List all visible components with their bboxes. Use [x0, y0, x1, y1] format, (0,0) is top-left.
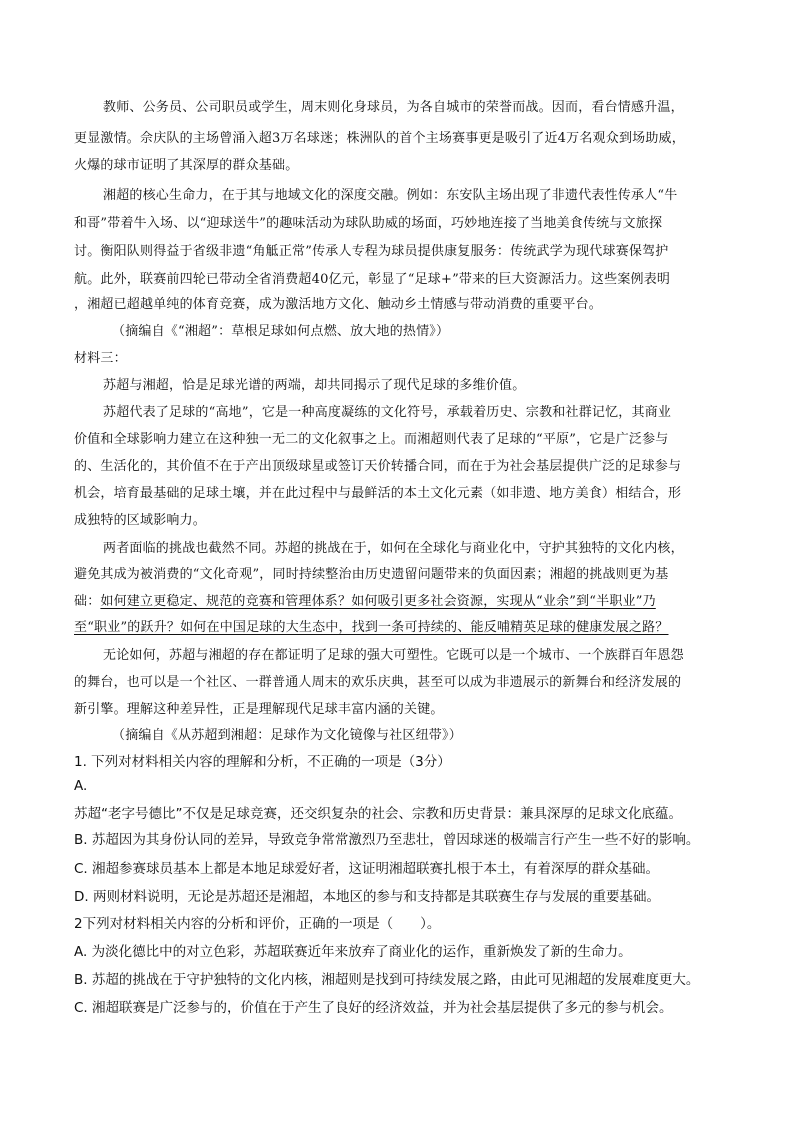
m3-p3-line3-lead: 础：: [74, 594, 101, 609]
q1-option-d: D. 两则材料说明，无论是苏超还是湘超，本地区的参与和支持都是其联赛生存与发展的重要基础。: [74, 889, 660, 905]
q2-option-c: C. 湘超联赛是广泛参与的，价值在于产生了良好的经济效益，并为社会基层提供了多元的参与机会。: [74, 1000, 673, 1016]
m3-p2-line5: 成独特的区域影响力。: [74, 513, 207, 528]
m2-source: （摘编自《“湘超”：草根足球如何点燃、放大地的热情》）: [112, 324, 450, 339]
m2-p1-line1: 教师、公务员、公司职员或学生，周末则化身球员，为各自城市的荣誉而战。因而，看台情感升温，: [103, 100, 684, 115]
q1-stem: 1. 下列对材料相关内容的理解和分析，不正确的一项是（3分）: [74, 754, 451, 770]
m3-p3-underlined-2: 至“职业”的跃升？如何在中国足球的大生态中，找到一条可持续的、能反哺精英足球的健康发展之路？: [74, 620, 669, 635]
m3-p3-line1: 两者面临的挑战也截然不同。苏超的挑战在于，如何在全球化与商业化中，守护其独特的文化内核，: [103, 541, 684, 556]
q1-option-b: B. 苏超因为其身份认同的差异，导致竞争常常激烈乃至悲壮，曾因球迷的极端言行产生一些不好的影响。: [74, 832, 700, 848]
m2-p2-line1: 湘超的核心生命力，在于其与地域文化的深度交融。例如：东安队主场出现了非遗代表性传承人“牛: [103, 188, 678, 203]
q2-option-b: B. 苏超的挑战在于守护独特的文化内核，湘超则是找到可持续发展之路，由此可见湘超的发展难度更大。: [74, 972, 700, 988]
m3-p2-line2: 价值和全球影响力建立在这种独一无二的文化叙事之上。而湘超则代表了足球的“平原”，它是广泛参与: [74, 432, 669, 447]
m3-p3-underlined-1: 如何建立更稳定、规范的竞赛和管理体系？如何吸引更多社会资源，实现从“业余”到“半职业”乃: [100, 594, 656, 609]
q1-option-c: C. 湘超参赛球员基本上都是本地足球爱好者，这证明湘超联赛扎根于本土，有着深厚的群众基础。: [74, 861, 660, 877]
m2-p2-line3: 讨。衡阳队则得益于省级非遗“角觝正常”传承人专程为球员提供康复服务：传统武学为现代球赛保驾护: [74, 244, 669, 259]
m3-p4-line2: 的舞台，也可以是一个社区、一群普通人周末的欢乐庆典，甚至可以成为非遗展示的新舞台和经济发展的: [74, 675, 682, 690]
m3-p4-line1: 无论如何，苏超与湘超的存在都证明了足球的强大可塑性。它既可以是一个城市、一个族群百年恩怨: [103, 648, 684, 663]
m3-p3-line3: [74, 590, 656, 609]
m2-p1-line3: 火爆的球市证明了其深厚的群众基础。: [74, 158, 299, 173]
m2-p1-line2: 更显激情。佘庆队的主场曾涌入超3万名球迷；株洲队的首个主场赛事更是吸引了近4万名观众到场助威，: [74, 131, 685, 146]
m3-p1: 苏超与湘超，恰是足球光谱的两端，却共同揭示了现代足球的多维价值。: [103, 378, 526, 393]
q1-option-a-label: A.: [74, 778, 88, 794]
m3-p2-line4: 机会，培育最基础的足球土壤，并在此过程中与最鲜活的本土文化元素（如非遗、地方美食）相结合，形: [74, 486, 682, 501]
m3-p2-line1: 苏超代表了足球的“高地”，它是一种高度凝练的文化符号，承载着历史、宗教和社群记忆，其商业: [103, 405, 672, 420]
q2-option-a: A. 为淡化德比中的对立色彩，苏超联赛近年来放弃了商业化的运作，重新焕发了新的生命力。: [74, 944, 632, 960]
m2-p2-line2: 和哥”带着牛入场、以“迎球送牛”的趣味活动为球队助威的场面，巧妙地连接了当地美食传统与文旅探: [74, 216, 663, 231]
q1-option-a: 苏超“老字号德比”不仅是足球竞赛，还交织复杂的社会、宗教和历史背景：兼具深厚的足球文化底蕴。: [74, 806, 682, 822]
m3-heading: 材料三：: [74, 351, 127, 366]
m3-p4-line3: 新引擎。理解这种差异性，正是理解现代足球丰富内涵的关键。: [74, 702, 444, 717]
m3-source: （摘编自《从苏超到湘超：足球作为文化镜像与社区纽带》）: [112, 728, 462, 743]
m3-p3-line2: 避免其成为被消费的“文化奇观”，同时持续整治由历史遗留问题带来的负面因素；湘超的挑战则更为基: [74, 567, 669, 582]
m2-p2-line4: 航。此外，联赛前四轮已带动全省消费超40亿元，彰显了“足球+”带来的巨大资源活力。这些案例表明: [74, 272, 671, 287]
m2-p2-line5: ，湘超已超越单纯的体育竞赛，成为激活地方文化、触动乡土情感与带动消费的重要平台。: [74, 297, 603, 312]
q2-stem: 2下列对材料相关内容的分析和评价，正确的一项是（ ）。: [74, 916, 441, 932]
m3-p2-line3: 的、生活化的，其价值不在于产出顶级球星或签订天价转播合同，而在于为社会基层提供广泛的足球参与: [74, 459, 682, 474]
